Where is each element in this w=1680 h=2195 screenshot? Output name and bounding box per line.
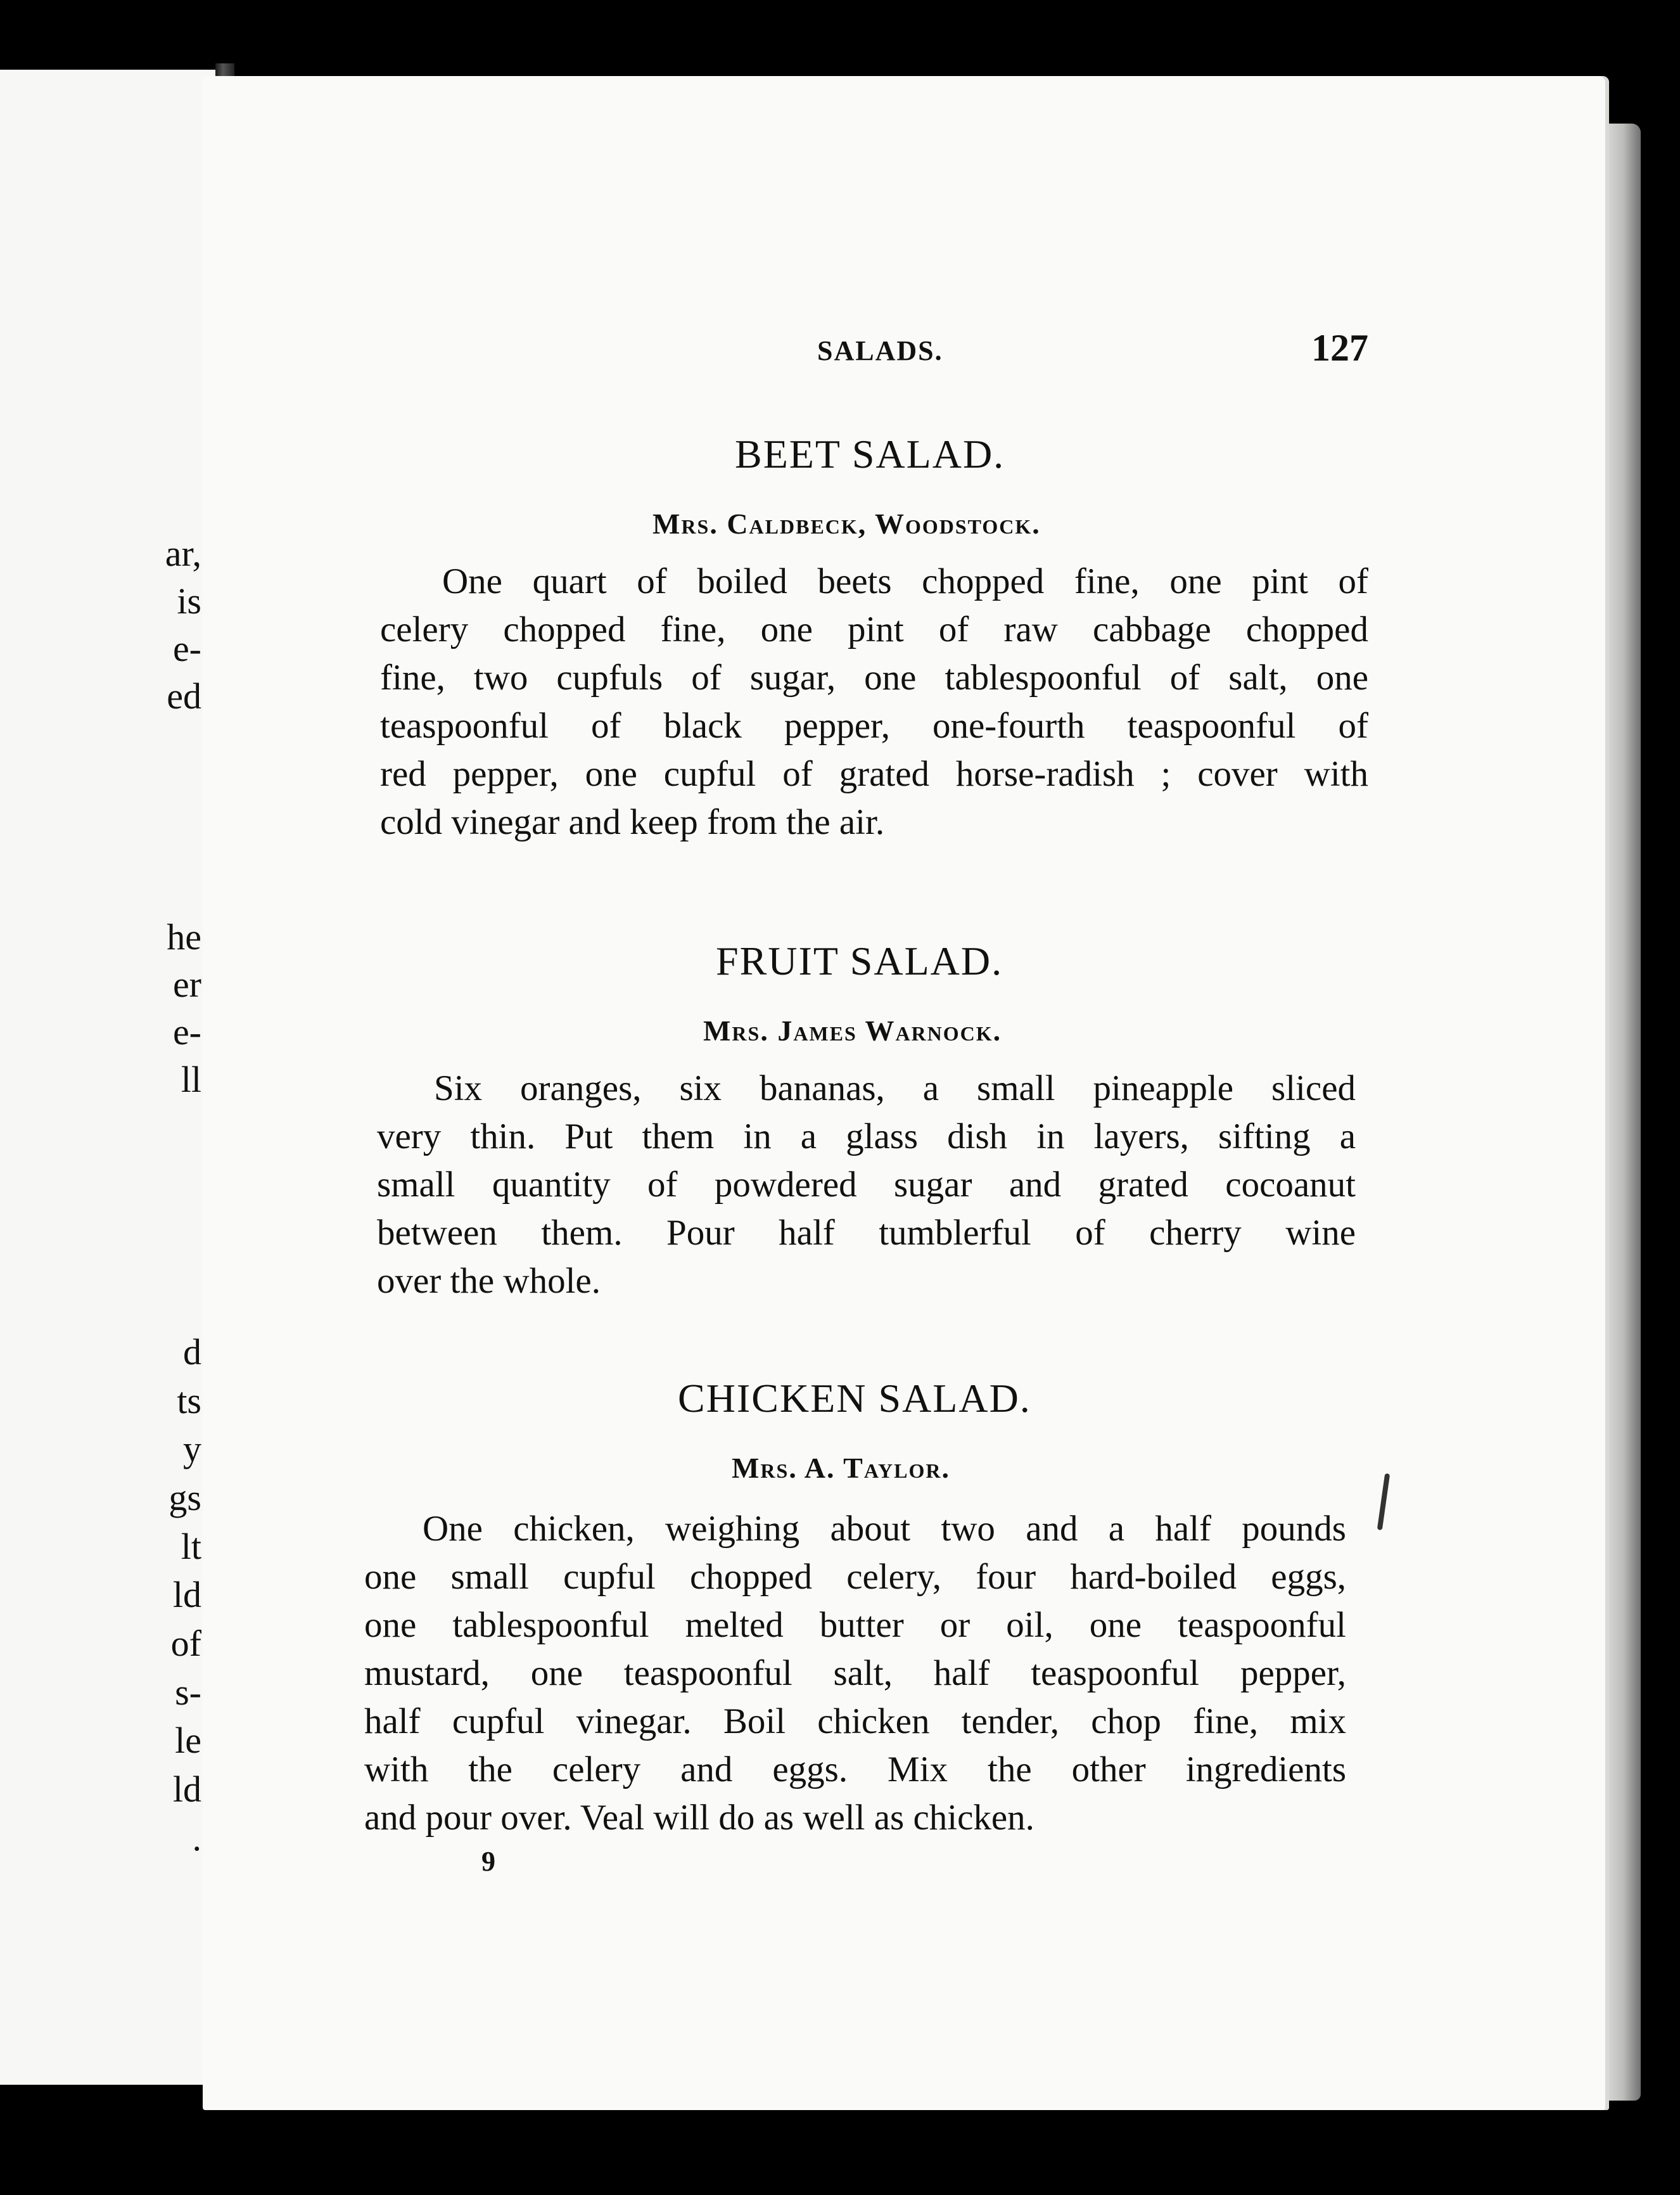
recipe-line: teaspoonful of black pepper, one-fourth teaspoonful of xyxy=(380,706,1368,746)
fragment-text: e- xyxy=(172,1011,201,1053)
recipe-line: one small cupful chopped celery, four hard-boiled eggs, xyxy=(364,1557,1346,1597)
recipe-line: fine, two cupfuls of sugar, one tablespoonful of salt, one xyxy=(380,658,1368,698)
previous-page xyxy=(0,70,219,2085)
recipe-line: half cupful vinegar. Boil chicken tender, chop fine, mix xyxy=(364,1701,1346,1741)
fragment-text: ed xyxy=(167,675,201,717)
signature-mark: 9 xyxy=(481,1846,495,1877)
recipe-line: Six oranges, six bananas, a small pineapple sliced xyxy=(434,1068,1356,1108)
previous-page-fragments xyxy=(0,70,215,2085)
fragment-text: s- xyxy=(175,1672,201,1713)
fragment-text: lt xyxy=(181,1526,201,1567)
recipe-line: One chicken, weighing about two and a half pounds xyxy=(423,1509,1346,1549)
recipe-line: small quantity of powdered sugar and grated cocoanut xyxy=(377,1165,1356,1205)
recipe-author-chicken-salad: Mrs. A. Taylor. xyxy=(732,1452,950,1484)
recipe-line: and pour over. Veal will do as well as chicken. xyxy=(364,1798,1034,1838)
fragment-text: ll xyxy=(181,1059,201,1100)
fragment-text: ar, xyxy=(165,533,201,574)
running-head: SALADS. xyxy=(817,335,943,366)
recipe-line: celery chopped fine, one pint of raw cabbage chopped xyxy=(380,610,1368,650)
fragment-text: y xyxy=(183,1428,201,1469)
fragment-text: d xyxy=(183,1331,201,1373)
recipe-line: over the whole. xyxy=(377,1261,601,1301)
recipe-line: cold vinegar and keep from the air. xyxy=(380,802,885,842)
recipe-line: mustard, one teaspoonful salt, half teaspoonful pepper, xyxy=(364,1653,1346,1693)
fragment-text: is xyxy=(177,580,201,622)
fragment-text: gs xyxy=(169,1477,201,1518)
fragment-text: ts xyxy=(177,1380,201,1421)
recipe-title-fruit-salad: FRUIT SALAD. xyxy=(716,938,1003,983)
recipe-line: very thin. Put them in a glass dish in layers, sifting a xyxy=(377,1117,1356,1156)
recipe-line: between them. Pour half tumblerful of cherry wine xyxy=(377,1213,1356,1253)
recipe-line: red pepper, one cupful of grated horse-radish ; cover with xyxy=(380,754,1368,794)
fragment-text: he xyxy=(167,916,201,957)
page-number: 127 xyxy=(1311,327,1368,369)
fragment-text: er xyxy=(172,964,201,1005)
recipe-body-fruit-salad xyxy=(377,1065,1356,1305)
recipe-body-beet-salad xyxy=(380,558,1368,847)
recipe-title-chicken-salad: CHICKEN SALAD. xyxy=(678,1376,1031,1421)
recipe-line: with the celery and eggs. Mix the other ingredients xyxy=(364,1750,1346,1789)
fragment-text: . xyxy=(192,1817,201,1859)
recipe-author-beet-salad: Mrs. Caldbeck, Woodstock. xyxy=(652,508,1041,540)
recipe-title-beet-salad: BEET SALAD. xyxy=(735,432,1005,477)
recipe-body-chicken-salad xyxy=(364,1505,1346,1842)
fragment-text: e- xyxy=(172,628,201,669)
fragment-text: ld xyxy=(172,1574,201,1615)
recipe-author-fruit-salad: Mrs. James Warnock. xyxy=(703,1014,1002,1047)
fragment-text: ld xyxy=(172,1769,201,1810)
recipe-line: One quart of boiled beets chopped fine, one pint of xyxy=(442,561,1368,601)
fragment-text: of xyxy=(170,1623,201,1664)
fragment-text: le xyxy=(175,1720,201,1761)
recipe-line: one tablespoonful melted butter or oil, one teaspoonful xyxy=(364,1605,1346,1645)
